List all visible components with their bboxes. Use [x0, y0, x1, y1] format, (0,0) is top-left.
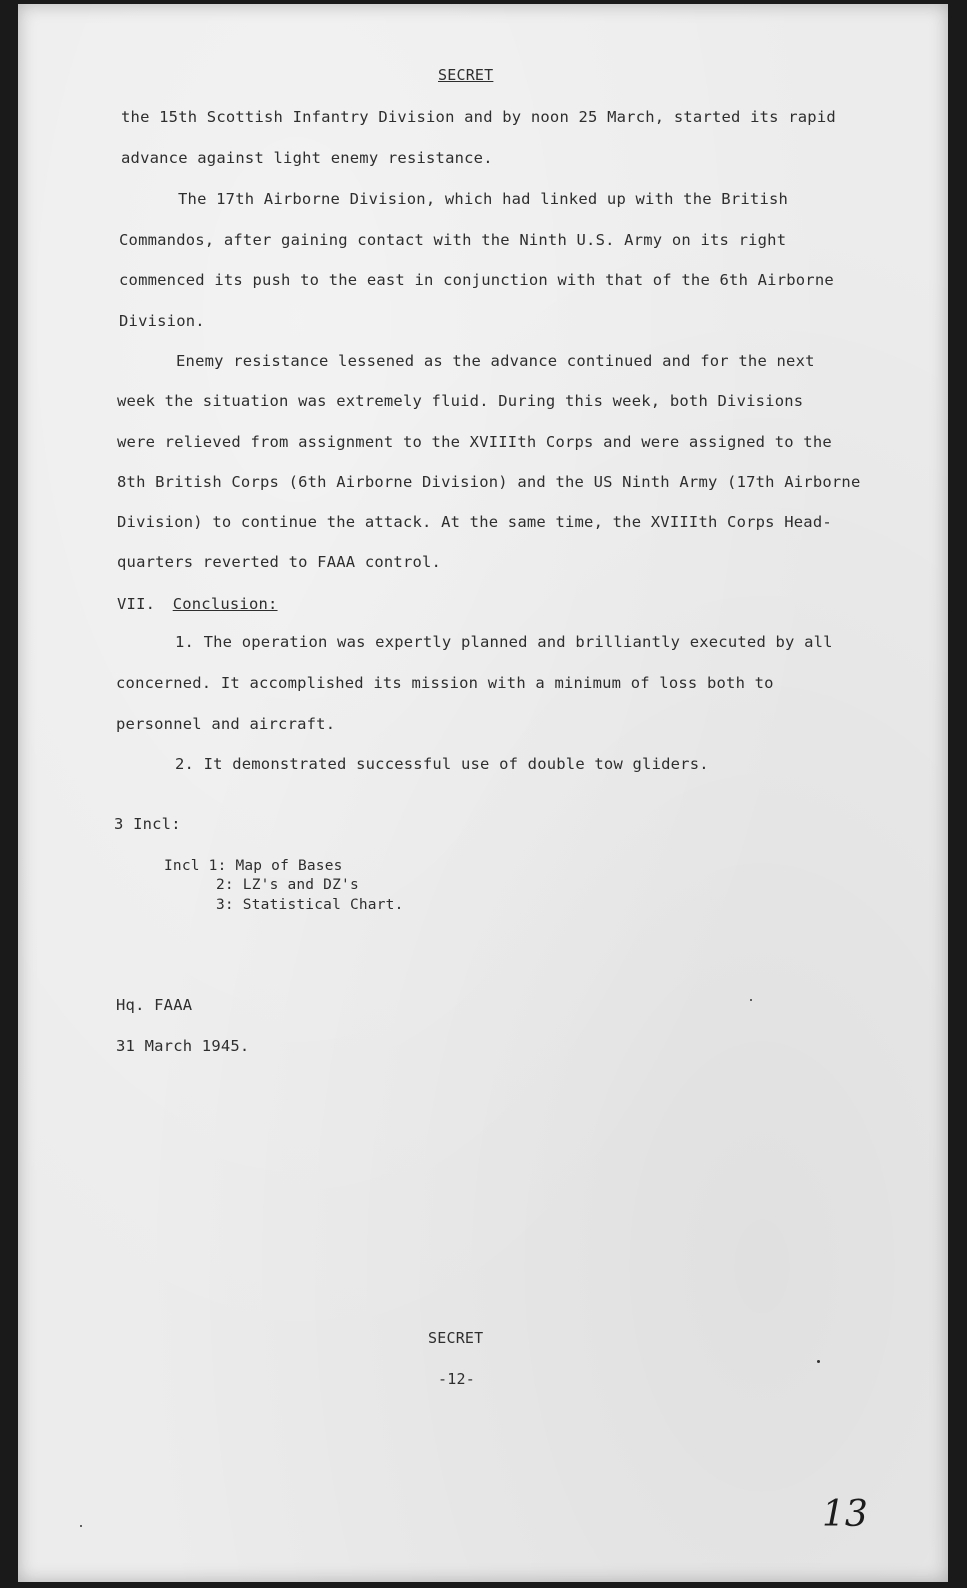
paragraph-3-line-3: were relieved from assignment to the XVIIIth Corps and were assigned to the: [117, 433, 832, 451]
conclusion-1-line-1: 1. The operation was expertly planned and brilliantly executed by all: [175, 633, 833, 651]
signature-hq: Hq. FAAA: [116, 996, 193, 1014]
paragraph-1-line-1: the 15th Scottish Infantry Division and by noon 25 March, started its rapid: [121, 108, 836, 126]
paragraph-3-line-4: 8th British Corps (6th Airborne Division) and the US Ninth Army (17th Airborne: [117, 473, 861, 491]
conclusion-1-line-3: personnel and aircraft.: [116, 715, 336, 733]
section-heading: [117, 595, 278, 613]
inclosures-count: 3 Incl:: [114, 815, 181, 833]
footer-classification: SECRET: [428, 1329, 484, 1347]
paragraph-3-line-1: Enemy resistance lessened as the advance continued and for the next: [176, 352, 815, 370]
scan-speck: [817, 1360, 820, 1363]
handwritten-page-number: 13: [822, 1494, 868, 1535]
paragraph-3-line-6: quarters reverted to FAAA control.: [117, 553, 442, 571]
paragraph-3-line-5: Division) to continue the attack. At the same time, the XVIIIth Corps Head-: [117, 513, 832, 531]
inclosure-item-2: 2: LZ's and DZ's: [216, 877, 359, 893]
paragraph-3-line-2: week the situation was extremely fluid. During this week, both Divisions: [117, 392, 804, 410]
header-classification: SECRET: [438, 66, 494, 84]
paragraph-2-line-1: The 17th Airborne Division, which had linked up with the British: [178, 190, 789, 208]
scan-speck: [750, 999, 752, 1001]
paragraph-2-line-2: Commandos, after gaining contact with the Ninth U.S. Army on its right: [119, 231, 787, 249]
inclosure-item-1: Incl 1: Map of Bases: [164, 858, 343, 874]
section-title: Conclusion:: [172, 595, 278, 613]
scan-speck: [80, 1525, 82, 1527]
signature-date: 31 March 1945.: [116, 1037, 250, 1055]
conclusion-2: 2. It demonstrated successful use of double tow gliders.: [175, 755, 709, 773]
paragraph-1-line-2: advance against light enemy resistance.: [121, 149, 493, 167]
page-number: -12-: [438, 1370, 475, 1388]
conclusion-1-line-2: concerned. It accomplished its mission with a minimum of loss both to: [116, 674, 774, 692]
inclosure-item-3: 3: Statistical Chart.: [216, 897, 404, 913]
paragraph-2-line-3: commenced its push to the east in conjunction with that of the 6th Airborne: [119, 271, 834, 289]
section-number: VII.: [117, 595, 156, 613]
paragraph-2-line-4: Division.: [119, 312, 205, 330]
